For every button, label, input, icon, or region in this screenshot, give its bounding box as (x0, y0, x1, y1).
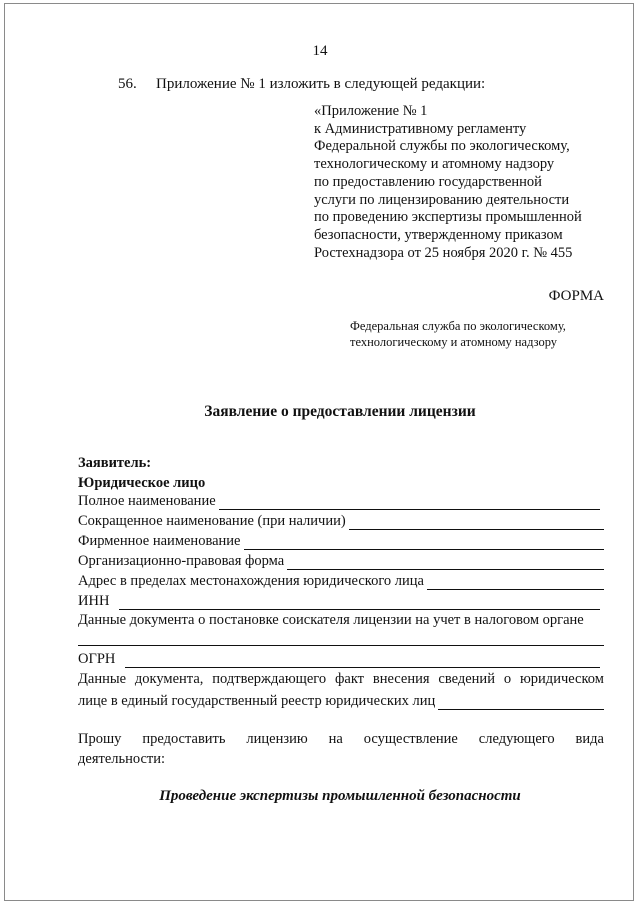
request-line2: деятельности: (78, 751, 166, 767)
appendix-line: Ростехнадзора от 25 ноября 2020 г. № 455 (314, 244, 573, 261)
agency-name (350, 318, 566, 350)
address-label: Адрес в пределах местонахождения юридического лица (78, 573, 424, 589)
request-word: осуществление (363, 731, 458, 747)
inn-label: ИНН (78, 593, 110, 609)
short-name-label: Сокращенное наименование (при наличии) (78, 513, 346, 529)
full-name-field[interactable] (78, 491, 600, 510)
item-number: 56. (118, 76, 137, 92)
full-name-label: Полное наименование (78, 493, 216, 509)
appendix-line: к Административному регламенту (314, 120, 527, 137)
brand-name-field[interactable] (78, 531, 604, 550)
inn-line[interactable] (119, 594, 600, 610)
tax-registration-line[interactable] (78, 645, 604, 646)
agency-line: технологическому и атомному надзору (350, 335, 558, 349)
legal-form-field[interactable] (78, 551, 604, 570)
applicant-heading: Заявитель: (78, 455, 152, 471)
document-title: Заявление о предоставлении лицензии (204, 403, 476, 420)
brand-name-label: Фирменное наименование (78, 533, 241, 549)
page-number: 14 (312, 43, 328, 59)
request-word: на (328, 731, 343, 747)
ogrn-field[interactable] (78, 649, 600, 668)
request-word: следующего (478, 731, 555, 747)
ogrn-line[interactable] (125, 652, 600, 668)
egrul-word: о (503, 671, 512, 687)
egrul-field[interactable] (78, 691, 604, 710)
appendix-line: по предоставлению государственной (314, 173, 542, 190)
brand-name-line[interactable] (244, 534, 605, 550)
appendix-line: безопасности, утвержденному приказом (314, 226, 563, 243)
request-word: лицензию (246, 731, 308, 747)
form-label: ФОРМА (548, 288, 604, 304)
egrul-label-line2: лице в единый государственный реестр юридических лиц (78, 693, 436, 709)
short-name-field[interactable] (78, 511, 604, 530)
egrul-word: факт (335, 671, 365, 687)
egrul-line[interactable] (438, 694, 604, 710)
appendix-line: по проведению экспертизы промышленной (314, 209, 582, 226)
request-line1 (78, 731, 604, 748)
legal-form-label: Организационно-правовая форма (78, 553, 285, 569)
address-line[interactable] (427, 574, 604, 590)
egrul-word: сведений (438, 671, 495, 687)
tax-registration-label: Данные документа о постановке соискателя лицензии на учет в налоговом органе (78, 612, 584, 628)
egrul-label-line1 (78, 671, 604, 688)
appendix-header (314, 103, 582, 262)
request-word: вида (575, 731, 604, 747)
activity-type: Проведение экспертизы промышленной безопасности (159, 788, 521, 804)
appendix-line: Федеральной службы по экологическому, (314, 138, 570, 155)
appendix-line: «Приложение № 1 (314, 103, 428, 119)
legal-form-line[interactable] (287, 554, 604, 570)
appendix-line: технологическому и атомному надзору (314, 156, 555, 173)
egrul-word: Данные (78, 671, 127, 687)
appendix-line: услуги по лицензированию деятельности (314, 191, 570, 208)
egrul-word: внесения (372, 671, 430, 687)
egrul-word: документа, (134, 671, 204, 687)
entity-type: Юридическое лицо (78, 475, 206, 491)
request-word: предоставить (142, 731, 226, 747)
egrul-word: юридическом (519, 671, 604, 687)
item-text: Приложение № 1 изложить в следующей редакции: (156, 76, 486, 92)
ogrn-label: ОГРН (78, 651, 116, 667)
request-word: Прошу (78, 731, 122, 747)
address-field[interactable] (78, 571, 604, 590)
egrul-word: подтверждающего (212, 671, 327, 687)
agency-line: Федеральная служба по экологическому, (350, 319, 566, 333)
short-name-line[interactable] (349, 514, 604, 530)
full-name-line[interactable] (219, 494, 600, 510)
inn-field[interactable] (78, 591, 600, 610)
